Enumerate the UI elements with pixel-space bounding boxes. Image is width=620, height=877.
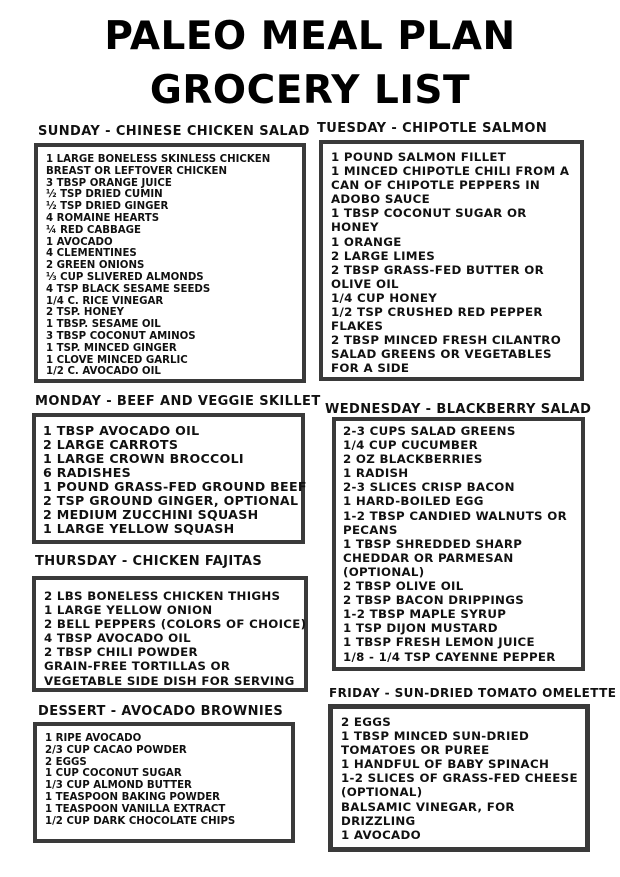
list-item: 1 TEASPOON VANILLA EXTRACT (45, 803, 226, 815)
list-item: 2 OZ BLACKBERRIES (343, 452, 483, 467)
list-item: 1 MINCED CHIPOTLE CHILI FROM A (331, 164, 570, 179)
list-item: 1/4 CUP HONEY (331, 290, 438, 305)
list-item: VEGETABLE SIDE DISH FOR SERVING (44, 673, 295, 688)
list-item: 1 TBSP. SESAME OIL (46, 319, 161, 331)
list-item: 2 BELL PEPPERS (COLORS OF CHOICE) (44, 617, 307, 632)
list-item: 6 RADISHES (43, 465, 132, 480)
list-item: 1 TBSP FRESH LEMON JUICE (343, 635, 535, 650)
wednesday-list-box (332, 417, 585, 671)
list-item: ADOBO SAUCE (331, 192, 430, 207)
list-item: 1 TBSP COCONUT SUGAR OR (331, 206, 527, 221)
list-item: 1 RADISH (343, 466, 409, 481)
page-title: PALEO MEAL PLAN (104, 14, 516, 59)
list-item: (OPTIONAL) (343, 564, 425, 579)
list-item: 1 TBSP AVOCADO OIL (43, 423, 200, 438)
wednesday-list (343, 424, 574, 664)
list-item: ¼ RED CABBAGE (46, 224, 141, 236)
list-item: 1-2 SLICES OF GRASS-FED CHEESE (341, 771, 578, 786)
monday-list-box (32, 413, 305, 544)
list-item: 1 HANDFUL OF BABY SPINACH (341, 757, 550, 772)
list-item: 1 TEASPOON BAKING POWDER (45, 791, 221, 803)
list-item: CAN OF CHIPOTLE PEPPERS IN (331, 178, 541, 193)
list-item: 2 EGGS (341, 715, 392, 729)
list-item: GRAIN-FREE TORTILLAS OR (44, 659, 231, 674)
dessert-list-box (33, 722, 295, 843)
thursday-list (44, 589, 307, 688)
list-item: 1 RIPE AVOCADO (45, 733, 142, 744)
list-item: ½ TSP DRIED GINGER (46, 201, 169, 213)
sunday-heading: SUNDAY - CHINESE CHICKEN SALAD (38, 124, 310, 139)
list-item: 1 LARGE YELLOW SQUASH (43, 521, 235, 536)
list-item: 2 LBS BONELESS CHICKEN THIGHS (44, 589, 281, 603)
page-subtitle: GROCERY LIST (149, 68, 471, 113)
list-item: 1 POUND GRASS-FED GROUND BEEF (43, 479, 307, 494)
monday-heading: MONDAY - BEEF AND VEGGIE SKILLET (35, 394, 321, 409)
friday-list (341, 715, 577, 842)
list-item: FOR A SIDE (331, 361, 410, 376)
list-item: 3 TBSP ORANGE JUICE (46, 177, 172, 189)
list-item: 1 CLOVE MINCED GARLIC (46, 354, 188, 366)
list-item: 1 HARD-BOILED EGG (343, 494, 484, 509)
list-item: 2 TSP. HONEY (46, 307, 124, 319)
list-item: TOMATOES OR PUREE (341, 743, 490, 758)
sunday-list (46, 154, 294, 378)
list-item: 2 TBSP CHILI POWDER (44, 645, 198, 660)
list-item: 2/3 CUP CACAO POWDER (45, 744, 187, 756)
list-item: 4 TBSP AVOCADO OIL (44, 631, 191, 646)
wednesday-heading: WEDNESDAY - BLACKBERRY SALAD (325, 402, 592, 417)
list-item: 1 AVOCADO (341, 827, 421, 842)
list-item: 1 TSP. MINCED GINGER (46, 342, 177, 354)
list-item: 2 TBSP OLIVE OIL (343, 579, 464, 594)
list-item: 2 LARGE LIMES (331, 248, 435, 263)
list-item: 1 POUND SALMON FILLET (331, 150, 507, 164)
list-item: 1-2 TBSP MAPLE SYRUP (343, 607, 507, 622)
thursday-heading: THURSDAY - CHICKEN FAJITAS (35, 554, 263, 569)
list-item: 1-2 TBSP CANDIED WALNUTS OR (343, 508, 567, 523)
tuesday-list (331, 150, 572, 376)
list-item: HONEY (331, 220, 379, 235)
friday-list-box (328, 704, 590, 852)
list-item: 1 ORANGE (331, 234, 402, 249)
list-item: 4 TSP BLACK SESAME SEEDS (46, 283, 211, 295)
list-item: 2 LARGE CARROTS (43, 437, 179, 452)
list-item: 2 EGGS (45, 756, 87, 768)
dessert-list (45, 733, 283, 827)
list-item: (OPTIONAL) (341, 785, 423, 800)
list-item: 2 TBSP MINCED FRESH CILANTRO (331, 333, 562, 348)
list-item: CHEDDAR OR PARMESAN (343, 550, 514, 565)
dessert-heading: DESSERT - AVOCADO BROWNIES (38, 704, 284, 719)
tuesday-list-box (319, 140, 584, 381)
list-item: 1 LARGE BONELESS SKINLESS CHICKEN (46, 154, 271, 165)
list-item: 1/2 C. AVOCADO OIL (46, 366, 161, 378)
list-item: ⅓ CUP SLIVERED ALMONDS (46, 271, 204, 283)
list-item: 1/4 C. RICE VINEGAR (46, 295, 164, 307)
list-item: 1/3 CUP ALMOND BUTTER (45, 780, 192, 792)
list-item: 2-3 SLICES CRISP BACON (343, 480, 515, 495)
list-item: 1 TBSP MINCED SUN-DRIED (341, 729, 530, 744)
list-item: FLAKES (331, 319, 384, 334)
list-item: 1/2 TSP CRUSHED RED PEPPER (331, 305, 543, 320)
list-item: 1/8 - 1/4 TSP CAYENNE PEPPER (343, 649, 556, 664)
list-item: 1 CUP COCONUT SUGAR (45, 768, 182, 780)
list-item: DRIZZLING (341, 813, 416, 828)
list-item: 2 TBSP GRASS-FED BUTTER OR (331, 262, 544, 277)
list-item: 2 MEDIUM ZUCCHINI SQUASH (43, 507, 259, 522)
list-item: 1 LARGE CROWN BROCCOLI (43, 451, 244, 466)
list-item: 1 TSP DIJON MUSTARD (343, 621, 498, 636)
list-item: 1 LARGE YELLOW ONION (44, 603, 213, 618)
friday-heading: FRIDAY - SUN-DRIED TOMATO OMELETTE (329, 686, 617, 700)
tuesday-heading: TUESDAY - CHIPOTLE SALMON (317, 121, 548, 136)
list-item: 1 TBSP SHREDDED SHARP (343, 536, 523, 551)
list-item: 3 TBSP COCONUT AMINOS (46, 330, 196, 342)
list-item: 4 ROMAINE HEARTS (46, 212, 160, 224)
list-item: OLIVE OIL (331, 276, 399, 291)
list-item: BALSAMIC VINEGAR, FOR (341, 799, 515, 814)
list-item: SALAD GREENS OR VEGETABLES (331, 347, 552, 362)
list-item: 1/2 CUP DARK CHOCOLATE CHIPS (45, 815, 236, 827)
monday-list (43, 423, 307, 536)
list-item: ½ TSP DRIED CUMIN (46, 189, 163, 201)
list-item: 1/4 CUP CUCUMBER (343, 438, 478, 453)
list-item: 2 TSP GROUND GINGER, OPTIONAL (43, 493, 299, 508)
list-item: 1 AVOCADO (46, 236, 113, 248)
list-item: 2 TBSP BACON DRIPPINGS (343, 593, 524, 608)
list-item: 4 CLEMENTINES (46, 248, 137, 260)
sunday-list-box (34, 143, 306, 383)
list-item: 2 GREEN ONIONS (46, 260, 145, 272)
list-item: 2-3 CUPS SALAD GREENS (343, 424, 516, 438)
list-item: PECANS (343, 522, 398, 537)
thursday-list-box (32, 576, 308, 692)
list-item: BREAST OR LEFTOVER CHICKEN (46, 165, 227, 177)
